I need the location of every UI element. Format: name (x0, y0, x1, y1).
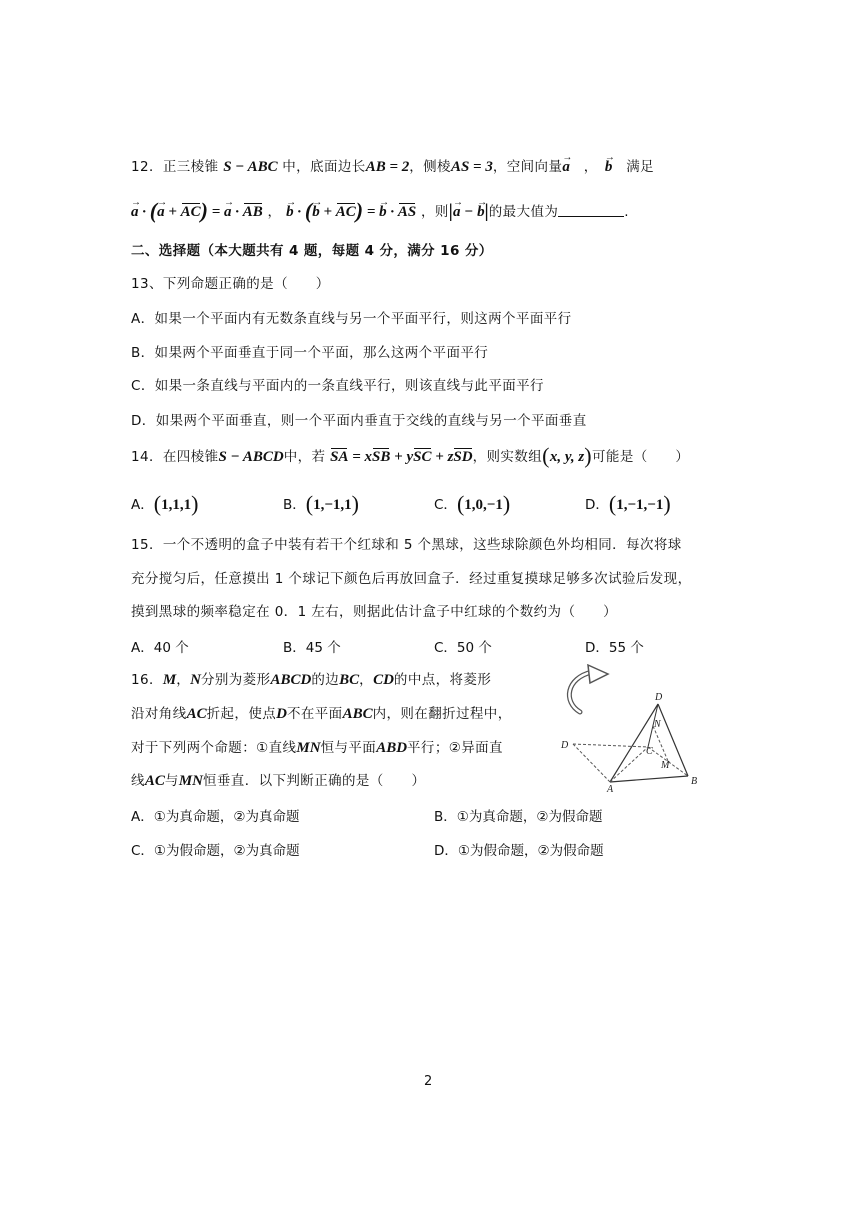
label-d-top: D (655, 692, 663, 703)
q14-vector-equation: SA = xSB + ySC + zSD (330, 449, 473, 465)
page-number: 2 (424, 1074, 433, 1089)
q16-line1: 16．M，N分别为菱形ABCD的边BC，CD的中点，将菱形 (131, 672, 492, 688)
label-b: B (691, 776, 698, 787)
q13-option-c: C．如果一条直线与平面内的一条直线平行，则该直线与此平面平行 (131, 378, 544, 394)
q14-option-a: A．(1,1,1) (131, 491, 199, 516)
arrow-head-icon (588, 665, 608, 683)
label-d-left: D (561, 740, 569, 751)
q16-option-c: C．①为假命题，②为真命题 (131, 843, 300, 859)
q12-line2: a → · (a → + AC) = a → · AB ， b → · (b → + AC) = b → · AS ，则|a → − b →|的最大值为 . (131, 201, 629, 222)
q13-stem: 13、下列命题正确的是（ ） (131, 276, 330, 292)
q16-option-b: B．①为真命题，②为假命题 (434, 809, 603, 825)
q14-option-d: D．(1,−1,−1) (585, 491, 671, 516)
label-a: A (607, 784, 614, 794)
label-m: M (661, 760, 670, 771)
q13-option-a: A．如果一个平面内有无数条直线与另一个平面平行，则这两个平面平行 (131, 311, 572, 327)
q12-norm-expression: |a → − b →| (449, 204, 489, 220)
q15-line1: 15．一个不透明的盒子中装有若干个红球和 5 个黑球，这些球除颜色外均相同．每次将球 (131, 537, 682, 553)
section-heading: 二、选择题（本大题共有 4 题，每题 4 分，满分 16 分） (131, 243, 493, 259)
q16-line3: 对于下列两个命题：①直线MN恒与平面ABD平行；②异面直 (131, 740, 503, 756)
q15-option-d: D．55 个 (585, 640, 644, 656)
folding-rhombus-figure (558, 664, 718, 794)
q15-line3: 摸到黑球的频率稳定在 0．1 左右，则据此估计盒子中红球的个数约为（ ） (131, 604, 618, 620)
q15-option-b: B．45 个 (283, 640, 341, 656)
label-n: N (654, 719, 661, 730)
q16-line4: 线AC与MN恒垂直．以下判断正确的是（ ） (131, 773, 426, 789)
q12-number: 12 (131, 159, 149, 175)
q12-equation-1: a → · (a → + AC) = a → · AB (131, 204, 263, 220)
q14-stem: 14．在四棱锥S − ABCD中，若 SA = xSB + ySC + zSD，则实数组(x, y, z)可能是（ ） (131, 443, 690, 468)
q13-option-d: D．如果两个平面垂直，则一个平面内垂直于交线的直线与另一个平面垂直 (131, 413, 587, 429)
q12-line1: 12．正三棱锥 S − ABC 中，底面边长AB = 2，侧棱AS = 3，空间向量a → ， b → 满足 (131, 157, 654, 177)
q16-line2: 沿对角线AC折起，使点D不在平面ABC内，则在翻折过程中， (131, 706, 512, 722)
q16-option-a: A．①为真命题，②为真命题 (131, 809, 300, 825)
q16-option-d: D．①为假命题，②为假命题 (434, 843, 604, 859)
q14-option-c: C．(1,0,−1) (434, 491, 511, 516)
q15-option-a: A．40 个 (131, 640, 189, 656)
label-c: C (646, 746, 653, 757)
answer-blank (558, 204, 624, 217)
q12-equation-2: b → · (b → + AC) = b → · AS (286, 204, 416, 220)
q14-option-b: B．(1,−1,1) (283, 491, 359, 516)
q15-option-c: C．50 个 (434, 640, 492, 656)
q13-option-b: B．如果两个平面垂直于同一个平面，那么这两个平面平行 (131, 345, 489, 361)
q15-line2: 充分搅匀后，任意摸出 1 个球记下颜色后再放回盒子．经过重复摸球足够多次试验后发现， (131, 571, 692, 587)
